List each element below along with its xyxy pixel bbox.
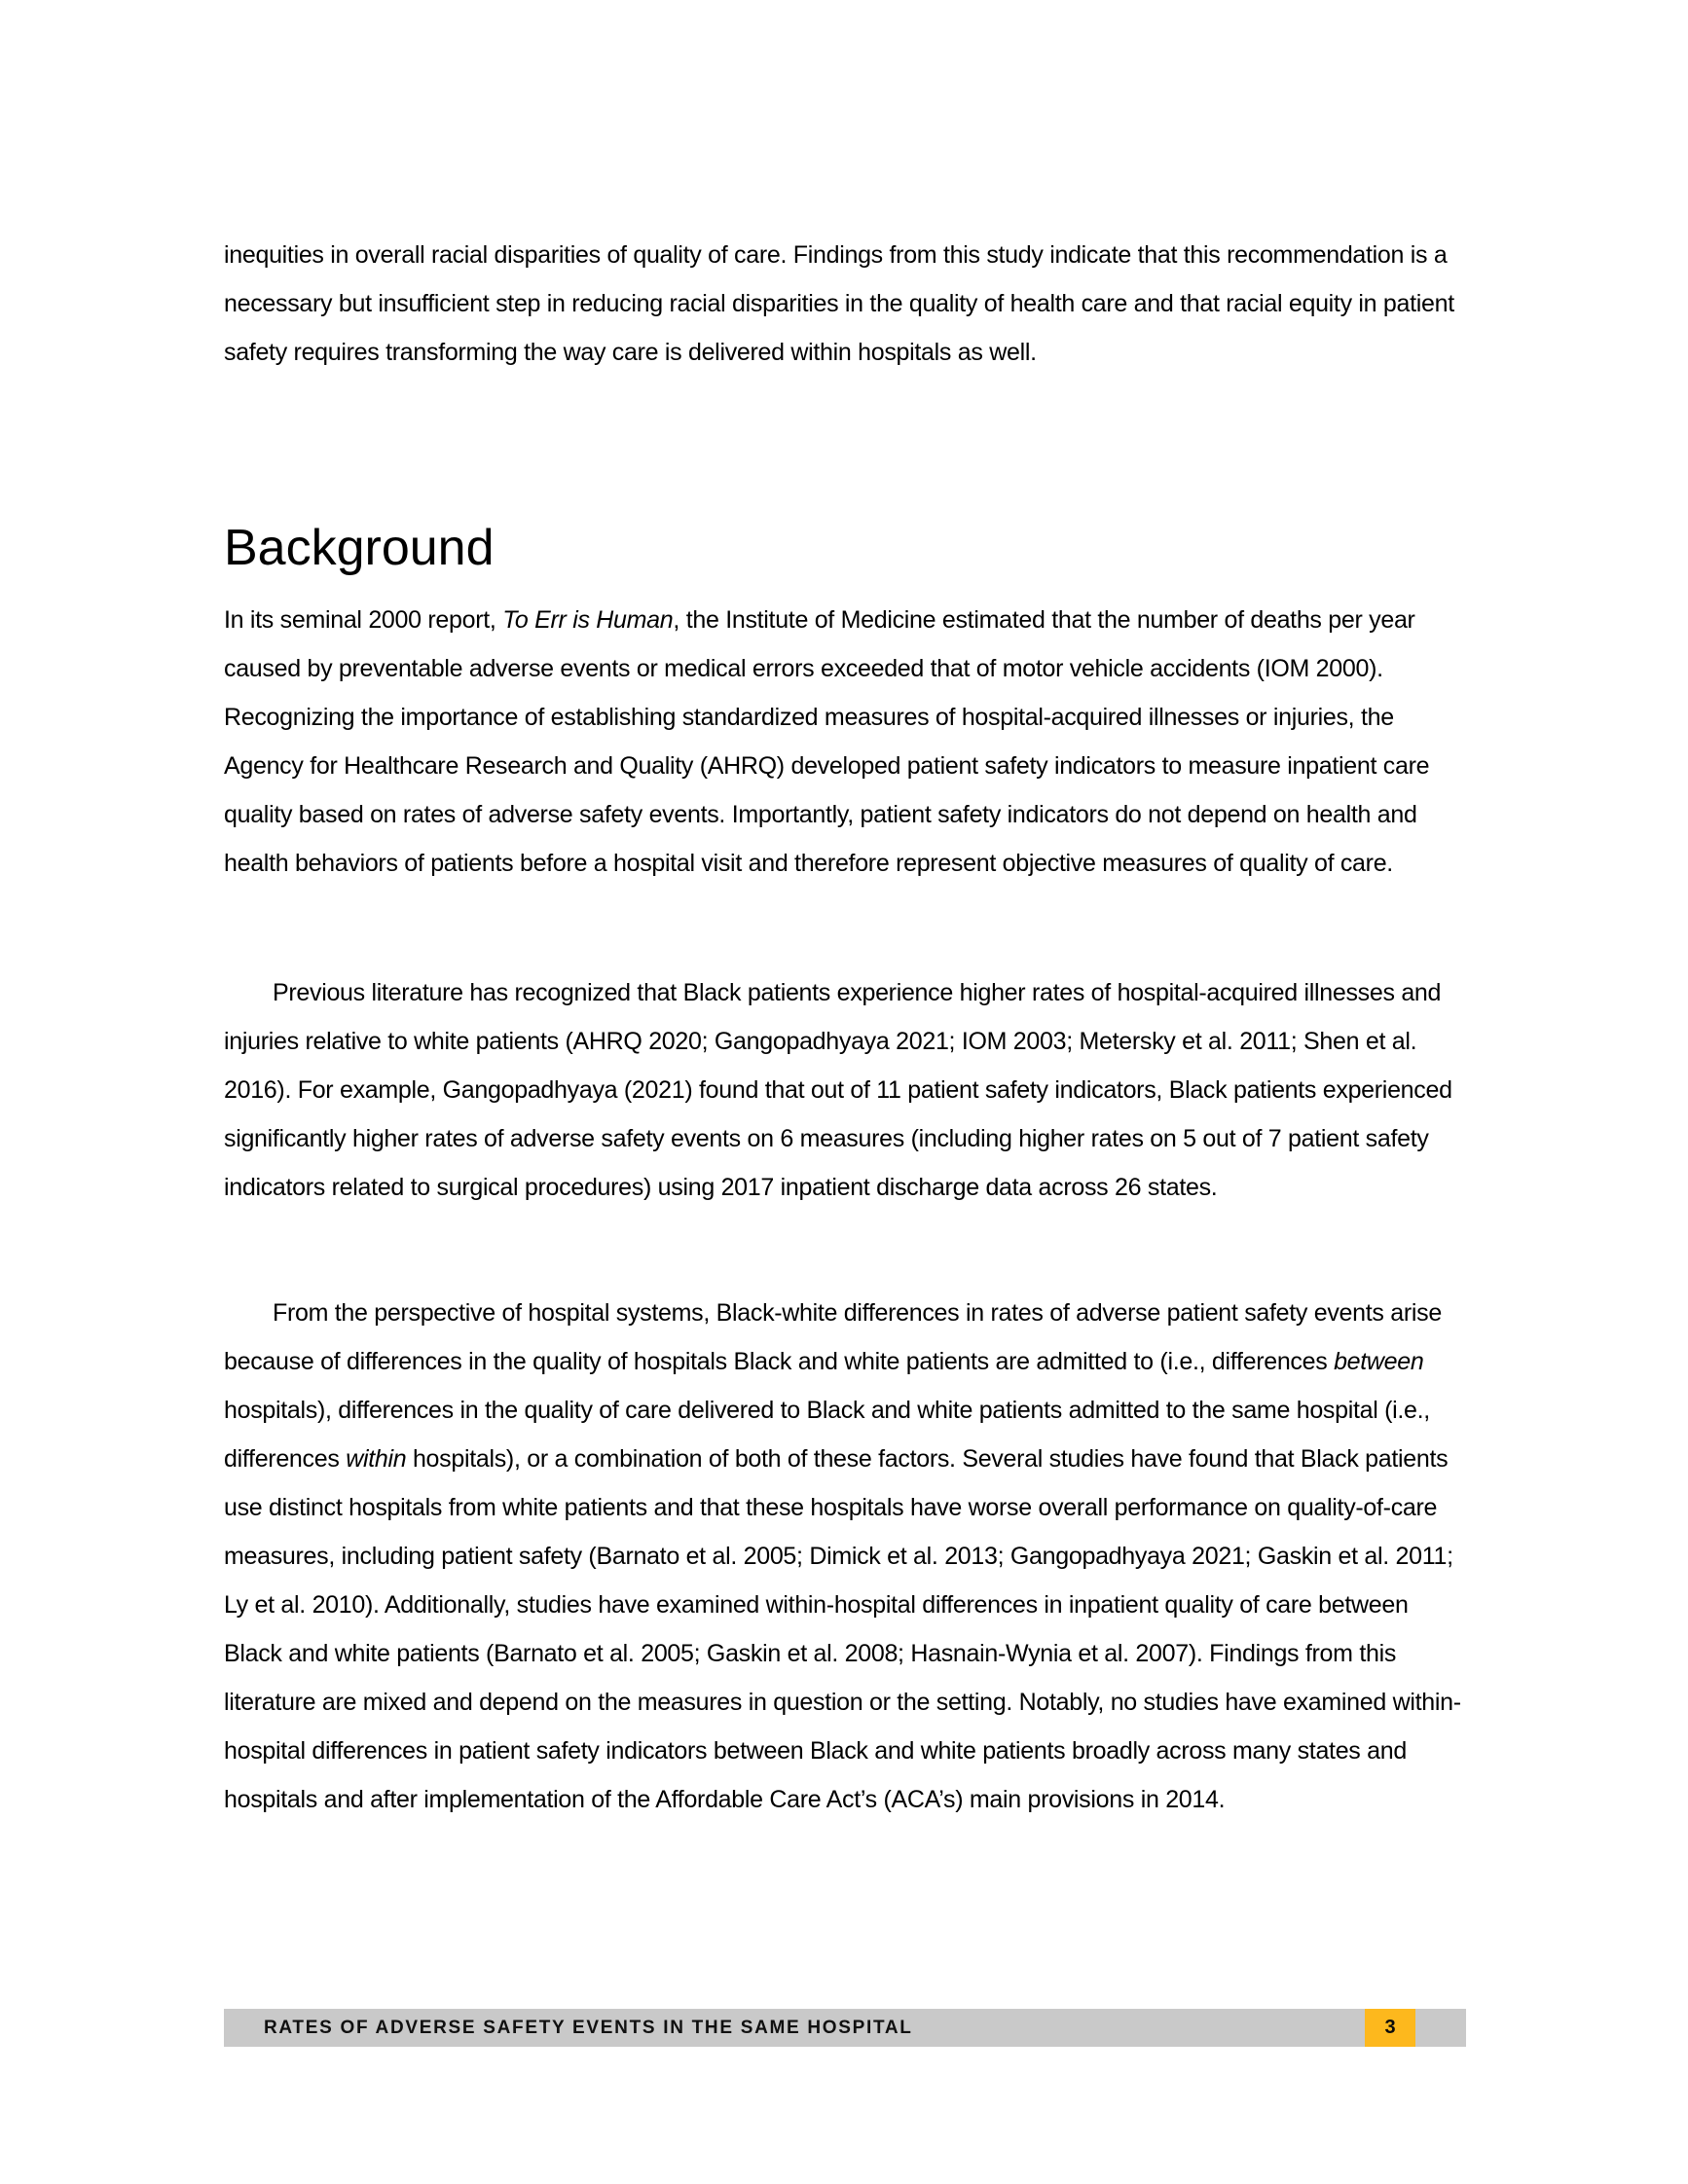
- italic-text-segment: within: [346, 1445, 407, 1473]
- body-paragraph: [224, 1289, 1468, 1824]
- text-segment: inequities in overall racial disparities of quality of care. Findings from this study indicate that this recommendation is a necessary but insufficient step in reducing racial disparities in the quality of health care and that racial equity in patient safety requires transforming the way care is delivered within hospitals as well.: [224, 241, 1454, 366]
- text-segment: In its seminal 2000 report,: [224, 606, 503, 634]
- text-segment: , the Institute of Medicine estimated that the number of deaths per year caused by preventable adverse events or medical errors exceeded that of motor vehicle accidents (IOM 2000). Recognizing the importance of establishing standardized measures of hospital-acquired illnesses or injuries, the Agency for Healthcare Research and Quality (AHRQ) developed patient safety indicators to measure inpatient care quality based on rates of adverse safety events. Importantly, patient safety indicators do not depend on health and health behaviors of patients before a hospital visit and therefore represent objective measures of quality of care.: [224, 606, 1430, 877]
- intro-paragraph: [224, 231, 1468, 377]
- page-number-badge: 3: [1365, 2009, 1415, 2047]
- footer-running-title: RATES OF ADVERSE SAFETY EVENTS IN THE SAME HOSPITAL: [264, 2018, 913, 2038]
- footer-bar: [224, 2009, 1466, 2047]
- text-segment: hospitals), or a combination of both of these factors. Several studies have found that Black patients use distinct hospitals from white patients and that these hospitals have worse overall performance on quality-of-care measures, including patient safety (Barnato et al. 2005; Dimick et al. 2013; Gangopadhyaya 2021; Gaskin et al. 2011; Ly et al. 2010). Additionally, studies have examined within-hospital differences in inpatient quality of care between Black and white patients (Barnato et al. 2005; Gaskin et al. 2008; Hasnain-Wynia et al. 2007). Findings from this literature are mixed and depend on the measures in question or the setting. Notably, no studies have examined within-hospital differences in patient safety indicators between Black and white patients broadly across many states and hospitals and after implementation of the Affordable Care Act’s (ACA’s) main provisions in 2014.: [224, 1445, 1461, 1813]
- section-heading: Background: [224, 520, 495, 576]
- italic-text-segment: between: [1334, 1348, 1424, 1375]
- text-segment: From the perspective of hospital systems, Black-white differences in rates of adverse patient safety events arise because of differences in the quality of hospitals Black and white patients are admitted to (i.e., differences: [224, 1299, 1442, 1375]
- body-paragraph: [224, 596, 1468, 888]
- italic-text-segment: To Err is Human: [502, 606, 674, 634]
- body-paragraph: [224, 968, 1468, 1212]
- text-segment: Previous literature has recognized that Black patients experience higher rates of hospital-acquired illnesses and injuries relative to white patients (AHRQ 2020; Gangopadhyaya 2021; IOM 2003; Metersky et al. 2011; Shen et al. 2016). For example, Gangopadhyaya (2021) found that out of 11 patient safety indicators, Black patients experienced significantly higher rates of adverse safety events on 6 measures (including higher rates on 5 out of 7 patient safety indicators related to surgical procedures) using 2017 inpatient discharge data across 26 states.: [224, 979, 1452, 1201]
- text-segment: hospitals), differences in the quality of care delivered to Black and white patients admitted to the same hospital (i.e., differences: [224, 1397, 1430, 1473]
